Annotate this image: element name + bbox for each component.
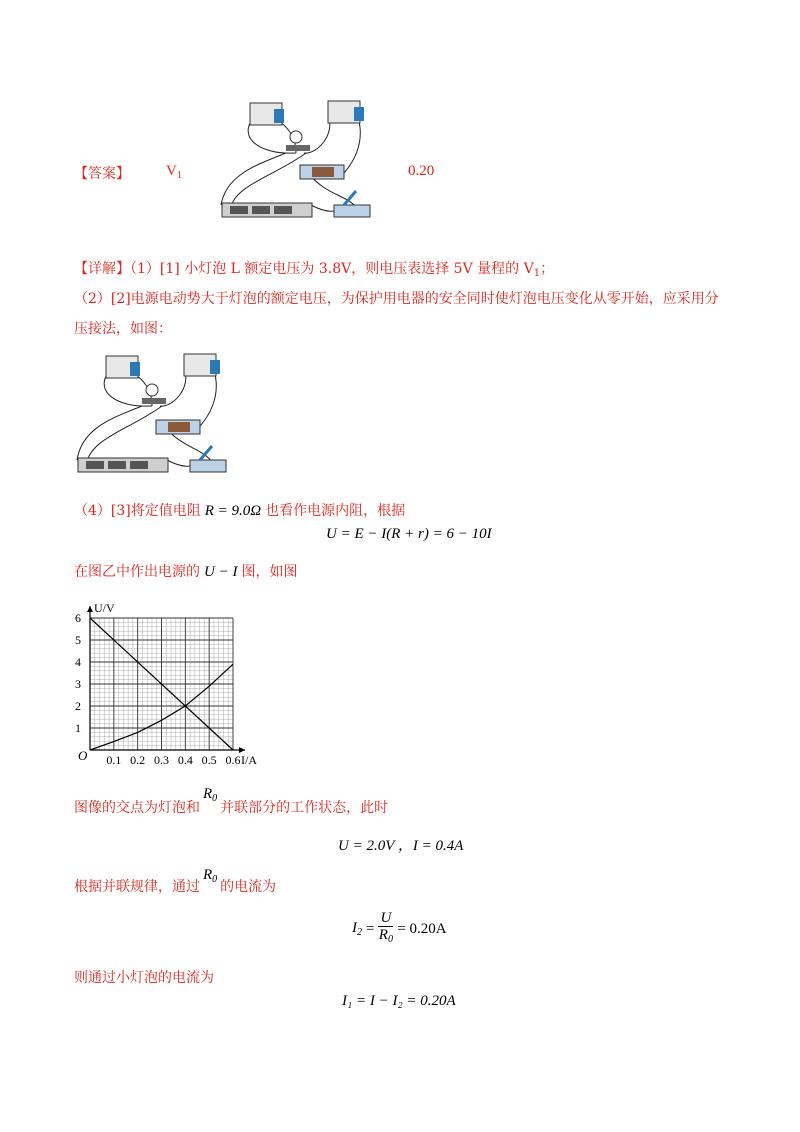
origin-label: O: [78, 748, 88, 763]
equation-4: I₁ = I − I₂ = 0.20A: [342, 993, 456, 1009]
y-axis-arrow: [87, 606, 93, 612]
x-tick-label: 0.4: [177, 753, 193, 767]
x-tick-label: 0.2: [130, 753, 146, 767]
detail-line-2: （2）[2]电源电动势大于灯泡的额定电压，为保护用电器的安全同时使灯泡电压变化从零开始，应采用分: [74, 291, 719, 307]
detail-line-7: 根据并联规律，通过$R_0$ 的电流为: [74, 867, 277, 895]
detail-line-5: 在图乙中作出电源的 U − I 图，如图: [74, 564, 298, 580]
answer-v1: $V_1$: [166, 163, 182, 181]
detail-line-3: 压接法，如图：: [74, 321, 172, 337]
detail-line-1: 【详解】（1）[1] 小灯泡 L 额定电压为 3.8V，则电压表选择 5V 量程的 $V_1$；: [74, 261, 555, 279]
y-tick-label: 2: [75, 699, 81, 713]
x-tick-label: 0.5: [201, 753, 217, 767]
answer-label: 【答案】: [74, 166, 130, 182]
equation-1: U = E − I(R + r) = 6 − 10I: [326, 526, 492, 542]
x-axis-label: I/A: [241, 753, 257, 767]
x-tick-label: 0.6: [225, 753, 241, 767]
x-tick-label: 0.3: [154, 753, 169, 767]
circuit-diagram-1: [216, 95, 376, 223]
answer-value: 0.20: [408, 163, 435, 179]
y-tick-label: 4: [75, 655, 81, 669]
detail-line-6: 图像的交点为灯泡和$R_0$并联部分的工作状态，此时: [74, 786, 389, 816]
circuit-diagram-2: [72, 348, 232, 478]
u-i-chart: [70, 592, 270, 772]
x-tick-label: 0.1: [106, 753, 122, 767]
equation-3: $I_2$ = $\frac{U}{R_0}$ = 0.20A: [352, 910, 447, 945]
detail-line-8: 则通过小灯泡的电流为: [74, 970, 214, 986]
y-tick-label: 3: [75, 677, 81, 691]
y-tick-label: 6: [75, 611, 81, 625]
equation-2: U = 2.0V ，I = 0.4A: [338, 838, 464, 854]
y-tick-label: 5: [75, 633, 81, 647]
y-tick-label: 1: [75, 721, 81, 735]
y-axis-label: U/V: [94, 601, 115, 615]
detail-line-4: （4）[3]将定值电阻 R = 9.0Ω 也看作电源内阻，根据: [74, 503, 406, 519]
